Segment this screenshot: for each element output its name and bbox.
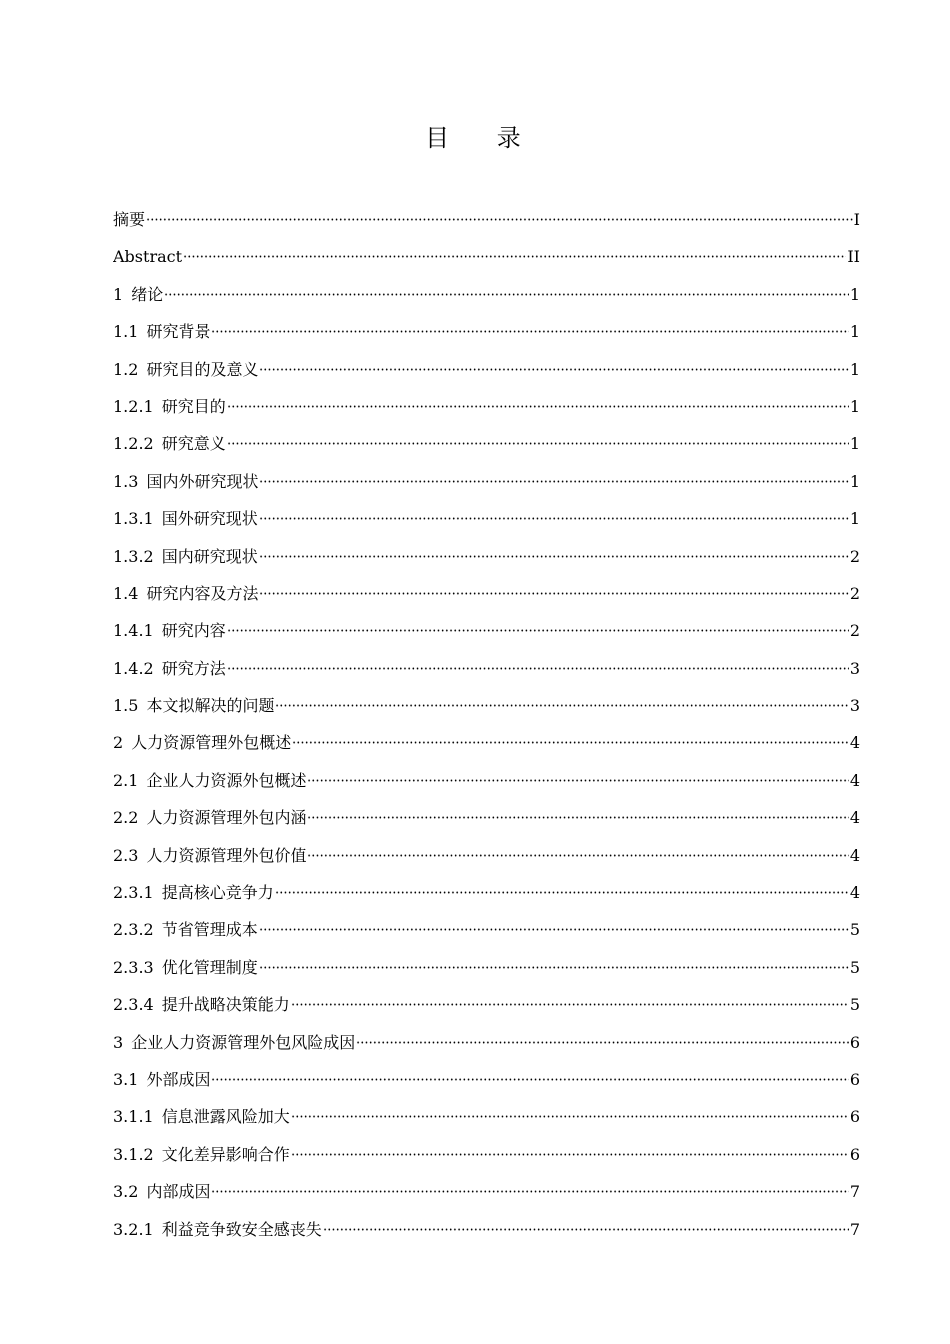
- toc-entry-number: 1: [113, 284, 124, 304]
- toc-entry[interactable]: [113, 538, 860, 575]
- toc-entry[interactable]: [113, 313, 860, 350]
- toc-entry-number: 1.3.2: [113, 546, 154, 566]
- toc-entry-title: Abstract: [113, 247, 183, 267]
- toc-entry-number: 3.1.2: [113, 1144, 154, 1164]
- toc-dot-leader: [259, 517, 849, 520]
- toc-dot-leader: [291, 1115, 849, 1118]
- toc-entry-number: 3.1: [113, 1069, 139, 1089]
- toc-entry-page-number: 2: [849, 621, 860, 641]
- toc-entry-page-number: I: [853, 210, 860, 229]
- toc-dot-leader: [227, 442, 849, 445]
- toc-entry[interactable]: [113, 687, 860, 724]
- toc-entry[interactable]: [113, 1211, 860, 1248]
- toc-entry-number: 1.4.1: [113, 621, 154, 641]
- toc-dot-leader: [146, 218, 853, 221]
- toc-entry-title: 文化差异影响合作: [161, 1144, 290, 1164]
- toc-entry-number: 2: [113, 733, 124, 753]
- toc-entry[interactable]: [113, 911, 860, 948]
- toc-entry[interactable]: [113, 276, 860, 313]
- toc-entry[interactable]: [113, 388, 860, 425]
- toc-entry[interactable]: [113, 463, 860, 500]
- toc-entry-page-number: 5: [849, 995, 860, 1015]
- toc-entry-number: 3: [113, 1032, 124, 1052]
- toc-dot-leader: [259, 368, 848, 371]
- toc-entry[interactable]: [113, 500, 860, 537]
- toc-entry-page-number: 5: [849, 920, 860, 940]
- toc-entry-title: 国内研究现状: [161, 546, 258, 566]
- toc-dot-leader: [307, 854, 848, 857]
- toc-entry-page-number: 6: [849, 1144, 860, 1164]
- toc-entry[interactable]: [113, 986, 860, 1023]
- toc-entry-number: 1.2: [113, 359, 139, 379]
- toc-entry-title: 人力资源管理外包内涵: [146, 808, 307, 828]
- toc-entry-number: 1.3.1: [113, 509, 154, 529]
- toc-entry-title: 外部成因: [146, 1069, 211, 1089]
- toc-entry-page-number: 3: [849, 658, 860, 678]
- toc-entry-title: 摘要: [113, 210, 146, 229]
- toc-dot-leader: [307, 816, 848, 819]
- toc-entry[interactable]: [113, 650, 860, 687]
- toc-entry-title: 提升战略决策能力: [161, 995, 290, 1015]
- toc-entry-number: 2.3: [113, 845, 139, 865]
- toc-dot-leader: [164, 293, 849, 296]
- toc-entry-title: 内部成因: [146, 1182, 211, 1202]
- toc-dot-leader: [356, 1041, 849, 1044]
- toc-entry-page-number: II: [847, 247, 860, 267]
- toc-entry-page-number: 2: [849, 546, 860, 566]
- toc-entry-title: 研究目的: [161, 396, 226, 416]
- toc-entry-title: 节省管理成本: [161, 920, 258, 940]
- toc-entry[interactable]: [113, 425, 860, 462]
- toc-dot-leader: [259, 928, 849, 931]
- toc-entry-number: 1.2.1: [113, 396, 154, 416]
- toc-entry[interactable]: [113, 799, 860, 836]
- toc-entry-page-number: 7: [849, 1219, 860, 1239]
- toc-entry-title: 研究意义: [161, 434, 226, 454]
- toc-entry-number: 2.1: [113, 770, 139, 790]
- toc-entry-number: 1.4: [113, 583, 139, 603]
- toc-entry-page-number: 1: [849, 359, 860, 379]
- toc-entry-title: 人力资源管理外包价值: [146, 845, 307, 865]
- toc-entry-title: 研究背景: [146, 322, 211, 342]
- toc-dot-leader: [291, 1003, 849, 1006]
- toc-entry-number: 2.3.2: [113, 920, 154, 940]
- toc-entry-title: 绪论: [131, 284, 164, 304]
- toc-entry[interactable]: [113, 201, 860, 238]
- toc-entry-title: 国外研究现状: [161, 509, 258, 529]
- toc-entry-number: 2.3.4: [113, 995, 154, 1015]
- toc-entry-number: 3.2.1: [113, 1219, 154, 1239]
- toc-entry-number: 3.2: [113, 1182, 139, 1202]
- toc-entry[interactable]: [113, 612, 860, 649]
- toc-dot-leader: [211, 1078, 848, 1081]
- toc-entry[interactable]: [113, 949, 860, 986]
- toc-entry-page-number: 4: [849, 770, 860, 790]
- toc-entry-page-number: 3: [849, 696, 860, 716]
- toc-dot-leader: [275, 891, 849, 894]
- toc-entry-title: 优化管理制度: [161, 957, 258, 977]
- toc-dot-leader: [291, 1153, 849, 1156]
- toc-entry-page-number: 5: [849, 957, 860, 977]
- toc-dot-leader: [259, 966, 849, 969]
- toc-dot-leader: [259, 555, 849, 558]
- toc-entry[interactable]: [113, 1061, 860, 1098]
- toc-entry-title: 提高核心竞争力: [161, 883, 274, 903]
- toc-entry[interactable]: [113, 724, 860, 761]
- toc-dot-leader: [227, 629, 849, 632]
- toc-entry-number: 2.3.3: [113, 957, 154, 977]
- toc-entry-title: 研究方法: [161, 658, 226, 678]
- toc-entry-number: 1.3: [113, 471, 139, 491]
- toc-entry-page-number: 1: [849, 509, 860, 529]
- toc-entry[interactable]: [113, 762, 860, 799]
- toc-entry-number: 2.3.1: [113, 883, 154, 903]
- toc-entry-title: 研究内容及方法: [146, 583, 259, 603]
- toc-entry-page-number: 7: [849, 1182, 860, 1202]
- toc-dot-leader: [292, 741, 849, 744]
- toc-entry-title: 企业人力资源外包概述: [146, 770, 307, 790]
- toc-entry[interactable]: [113, 351, 860, 388]
- toc-entry[interactable]: [113, 575, 860, 612]
- toc-dot-leader: [227, 667, 849, 670]
- toc-dot-leader: [183, 255, 846, 258]
- toc-dot-leader: [275, 704, 848, 707]
- toc-dot-leader: [259, 480, 848, 483]
- toc-dot-leader: [323, 1228, 849, 1231]
- table-of-contents: [113, 201, 860, 1248]
- toc-entry-page-number: 4: [849, 733, 860, 753]
- toc-entry-page-number: 2: [849, 583, 860, 603]
- toc-entry-page-number: 1: [849, 284, 860, 304]
- toc-entry-page-number: 4: [849, 883, 860, 903]
- toc-entry[interactable]: [113, 1098, 860, 1135]
- toc-entry-number: 1.5: [113, 696, 139, 716]
- toc-entry-title: 研究目的及意义: [146, 359, 259, 379]
- toc-entry[interactable]: [113, 1136, 860, 1173]
- toc-entry[interactable]: [113, 1173, 860, 1210]
- toc-entry-number: 3.1.1: [113, 1107, 154, 1127]
- toc-entry-page-number: 1: [849, 396, 860, 416]
- toc-dot-leader: [307, 779, 848, 782]
- toc-entry-title: 研究内容: [161, 621, 226, 641]
- toc-entry-title: 信息泄露风险加大: [161, 1107, 290, 1127]
- page-title: 目 录: [425, 124, 541, 152]
- toc-dot-leader: [211, 1190, 848, 1193]
- toc-entry-page-number: 6: [849, 1069, 860, 1089]
- toc-entry-number: 2.2: [113, 808, 139, 828]
- toc-entry-page-number: 1: [849, 434, 860, 454]
- toc-entry-number: 1.4.2: [113, 658, 154, 678]
- toc-entry-number: 1.1: [113, 322, 139, 342]
- toc-entry[interactable]: [113, 874, 860, 911]
- toc-entry-page-number: 4: [849, 845, 860, 865]
- toc-entry-title: 利益竞争致安全感丧失: [161, 1219, 322, 1239]
- toc-entry-page-number: 6: [849, 1107, 860, 1127]
- toc-entry-number: 1.2.2: [113, 434, 154, 454]
- toc-entry-page-number: 1: [849, 322, 860, 342]
- toc-entry-title: 国内外研究现状: [146, 471, 259, 491]
- toc-dot-leader: [211, 330, 848, 333]
- toc-entry-title: 人力资源管理外包概述: [131, 733, 292, 753]
- toc-dot-leader: [227, 405, 849, 408]
- toc-entry-page-number: 4: [849, 808, 860, 828]
- toc-entry-page-number: 6: [849, 1032, 860, 1052]
- toc-entry-title: 本文拟解决的问题: [146, 696, 275, 716]
- toc-dot-leader: [259, 592, 848, 595]
- toc-entry-page-number: 1: [849, 471, 860, 491]
- toc-entry[interactable]: [113, 1024, 860, 1061]
- toc-entry[interactable]: [113, 238, 860, 275]
- toc-entry-title: 企业人力资源管理外包风险成因: [131, 1032, 356, 1052]
- toc-entry[interactable]: [113, 837, 860, 874]
